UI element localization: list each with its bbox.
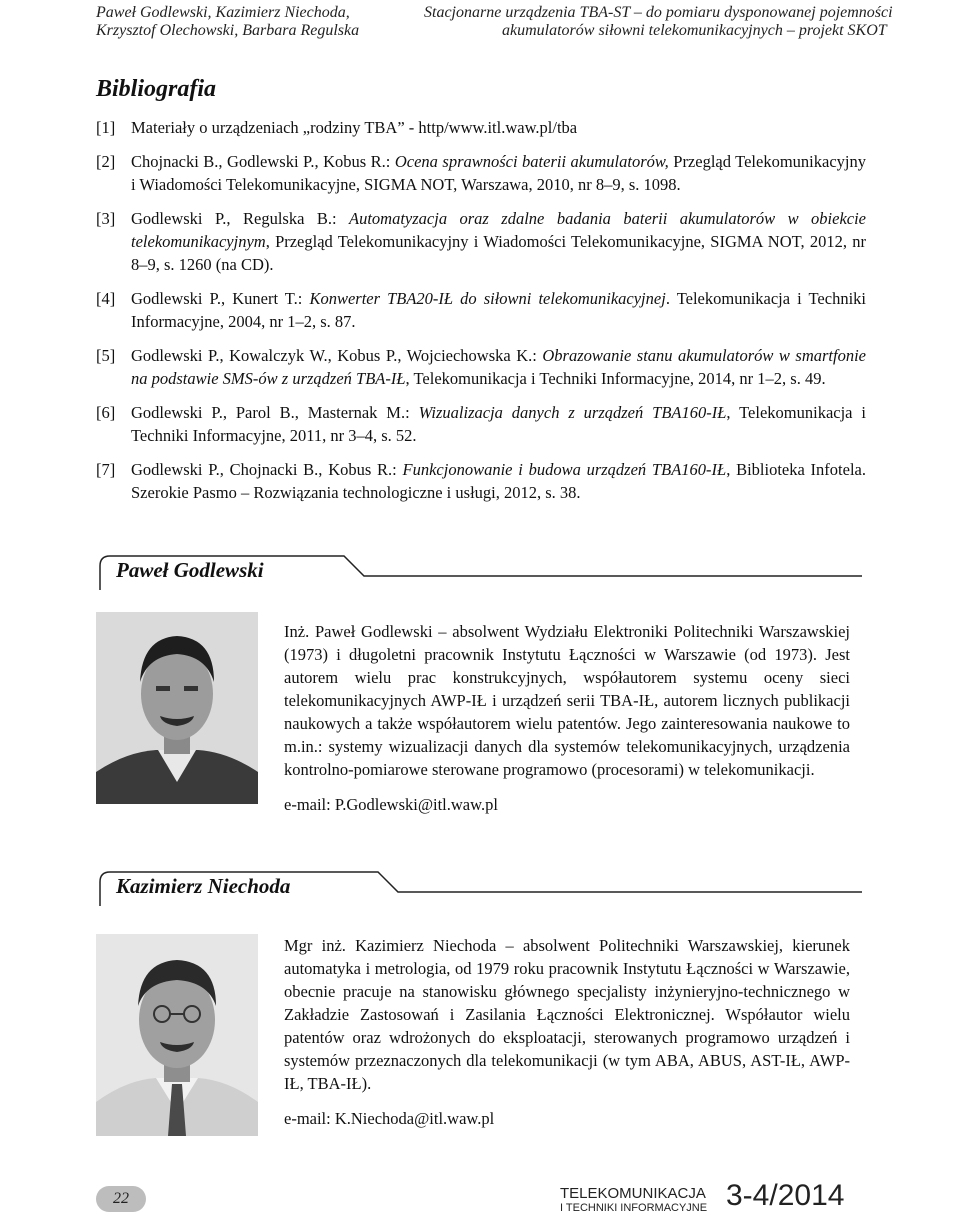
ref-title: Konwerter TBA20-IŁ do siłowni telekomunikacyjnej bbox=[309, 289, 666, 308]
ref-title: Wizualizacja danych z urządzeń TBA160-IŁ bbox=[418, 403, 727, 422]
ref-number: [3] bbox=[96, 209, 116, 228]
author-bio-niechoda bbox=[284, 934, 850, 1130]
author-name: Kazimierz Niechoda bbox=[116, 874, 291, 898]
ref-number: [4] bbox=[96, 289, 116, 308]
ref-source: , Telekomunikacja i Techniki Informacyjne, 2014, nr 1–2, s. 49. bbox=[405, 369, 826, 388]
author-heading-godlewski bbox=[96, 552, 866, 592]
ref-number: [2] bbox=[96, 152, 116, 171]
ref-text bbox=[131, 207, 866, 276]
running-head-authors-line1: Paweł Godlewski, Kazimierz Niechoda, bbox=[96, 4, 350, 21]
running-head-authors bbox=[96, 4, 359, 40]
ref-authors: Godlewski P., Parol B., Masternak M.: bbox=[131, 403, 419, 422]
portrait-image bbox=[96, 612, 258, 804]
journal-name-line2: I TECHNIKI INFORMACYJNE bbox=[560, 1202, 708, 1214]
ref-number: [1] bbox=[96, 118, 116, 137]
journal-name-line1: TELEKOMUNIKACJA bbox=[560, 1185, 706, 1202]
ref-title: Obrazowanie stanu akumulatorów w smartfonie na podstawie SMS-ów z urządzeń TBA-IŁ bbox=[131, 346, 866, 388]
bibliography-ref bbox=[96, 150, 866, 196]
ref-authors: Godlewski P., Kunert T.: bbox=[131, 289, 310, 308]
journal-issue: 3-4/2014 bbox=[726, 1179, 845, 1212]
ref-text bbox=[131, 401, 866, 447]
page-number: 22 bbox=[96, 1186, 146, 1212]
ref-number: [7] bbox=[96, 460, 116, 479]
ref-authors: Godlewski P., Kowalczyk W., Kobus P., Wojciechowska K.: bbox=[131, 346, 543, 365]
bibliography-ref bbox=[96, 344, 866, 390]
bibliography-ref bbox=[96, 116, 866, 139]
author-heading-niechoda bbox=[96, 868, 866, 908]
ref-text bbox=[131, 287, 866, 333]
ref-title: Ocena sprawności baterii akumulatorów, bbox=[394, 152, 669, 171]
running-head-title bbox=[424, 4, 894, 40]
bibliography-ref bbox=[96, 207, 866, 276]
author-bio-text: Mgr inż. Kazimierz Niechoda – absolwent Politechniki Warszawskiej, kierunek automatyka i metrologia, od 1979 roku pracownik Instytutu Łączności w Warszawie, obecnie pracuje na stanowisku głównego specjalisty inżynieryjno-technicznego w Zakładzie Zastosowań i Zasilania Łączności Elektronicznej. Współautor wielu patentów oraz wdrożonych do eksploatacji, sterowanych programowo urządzeń i systemów przeznaczonych dla telekomunikacji (w tym ABA, ABUS, AST-IŁ, AWP-IŁ, TBA-IŁ). bbox=[284, 936, 850, 1093]
ref-authors: Chojnacki B., Godlewski P., Kobus R.: bbox=[131, 152, 395, 171]
author-photo-godlewski bbox=[96, 612, 258, 804]
author-email: e-mail: K.Niechoda@itl.waw.pl bbox=[284, 1109, 495, 1128]
ref-source: Przegląd Telekomunikacyjny i Wiadomości Telekomunikacyjne, SIGMA NOT, Warszawa, 2010, nr 8–9, s. 1098. bbox=[131, 152, 866, 194]
ref-source: . Telekomunikacja i Techniki Informacyjne, 2004, nr 1–2, s. 87. bbox=[131, 289, 866, 331]
bibliography-ref bbox=[96, 458, 866, 504]
author-photo-niechoda bbox=[96, 934, 258, 1136]
ref-title: Automatyzacja oraz zdalne badania baterii akumulatorów w obiekcie telekomunikacyjnym bbox=[131, 209, 866, 251]
ref-authors: Godlewski P., Chojnacki B., Kobus R.: bbox=[131, 460, 403, 479]
ref-text bbox=[131, 344, 866, 390]
ref-source: , Przegląd Telekomunikacyjny i Wiadomości Telekomunikacyjne, SIGMA NOT, 2012, nr 8–9, s. 1260 (na CD). bbox=[131, 232, 866, 274]
ref-title: Funkcjonowanie i budowa urządzeń TBA160-IŁ bbox=[402, 460, 727, 479]
running-head-title-line1: Stacjonarne urządzenia TBA-ST – do pomiaru dysponowanej pojemności bbox=[424, 4, 893, 21]
ref-number: [5] bbox=[96, 346, 116, 365]
ref-text: Materiały o urządzeniach „rodziny TBA” - http/www.itl.waw.pl/tba bbox=[131, 118, 578, 137]
ref-authors: Godlewski P., Regulska B.: bbox=[131, 209, 349, 228]
bibliography-ref bbox=[96, 401, 866, 447]
author-name: Paweł Godlewski bbox=[116, 558, 264, 582]
journal-name bbox=[560, 1186, 707, 1215]
ref-number: [6] bbox=[96, 403, 116, 422]
running-head-authors-line2: Krzysztof Olechowski, Barbara Regulska bbox=[96, 22, 360, 39]
author-email: e-mail: P.Godlewski@itl.waw.pl bbox=[284, 795, 498, 814]
author-bio-text: Inż. Paweł Godlewski – absolwent Wydziału Elektroniki Politechniki Warszawskiej (1973) i długoletni pracownik Instytutu Łączności w Warszawie (od 1973). Jest autorem wielu prac konstrukcyjnych, współautorem systemu oceny sieci telekomunikacyjnych AWP-IŁ i urządzeń serii TBA-IŁ, autorem licznych publikacji naukowych a także współautorem wielu patentów. Jego zainteresowania naukowe to m.in.: systemy wizualizacji danych dla systemów telekomunikacyjnych, urządzenia kontrolno-pomiarowe sterowane programowo (procesorami) w telekomunikacji. bbox=[284, 622, 850, 779]
ref-source: , Telekomunikacja i Techniki Informacyjne, 2011, nr 3–4, s. 52. bbox=[131, 403, 866, 445]
author-bio-godlewski bbox=[284, 620, 850, 816]
bibliography-heading: Bibliografia bbox=[96, 76, 217, 102]
ref-text bbox=[131, 458, 866, 504]
running-head-title-line2: akumulatorów siłowni telekomunikacyjnych – projekt SKOT bbox=[502, 22, 887, 39]
bibliography-ref bbox=[96, 287, 866, 333]
ref-source: , Biblioteka Infotela. Szerokie Pasmo – Rozwiązania technologiczne i usługi, 2012, s. 38. bbox=[131, 460, 866, 502]
portrait-image bbox=[96, 934, 258, 1136]
ref-text bbox=[131, 150, 866, 196]
bibliography-list bbox=[96, 116, 866, 515]
